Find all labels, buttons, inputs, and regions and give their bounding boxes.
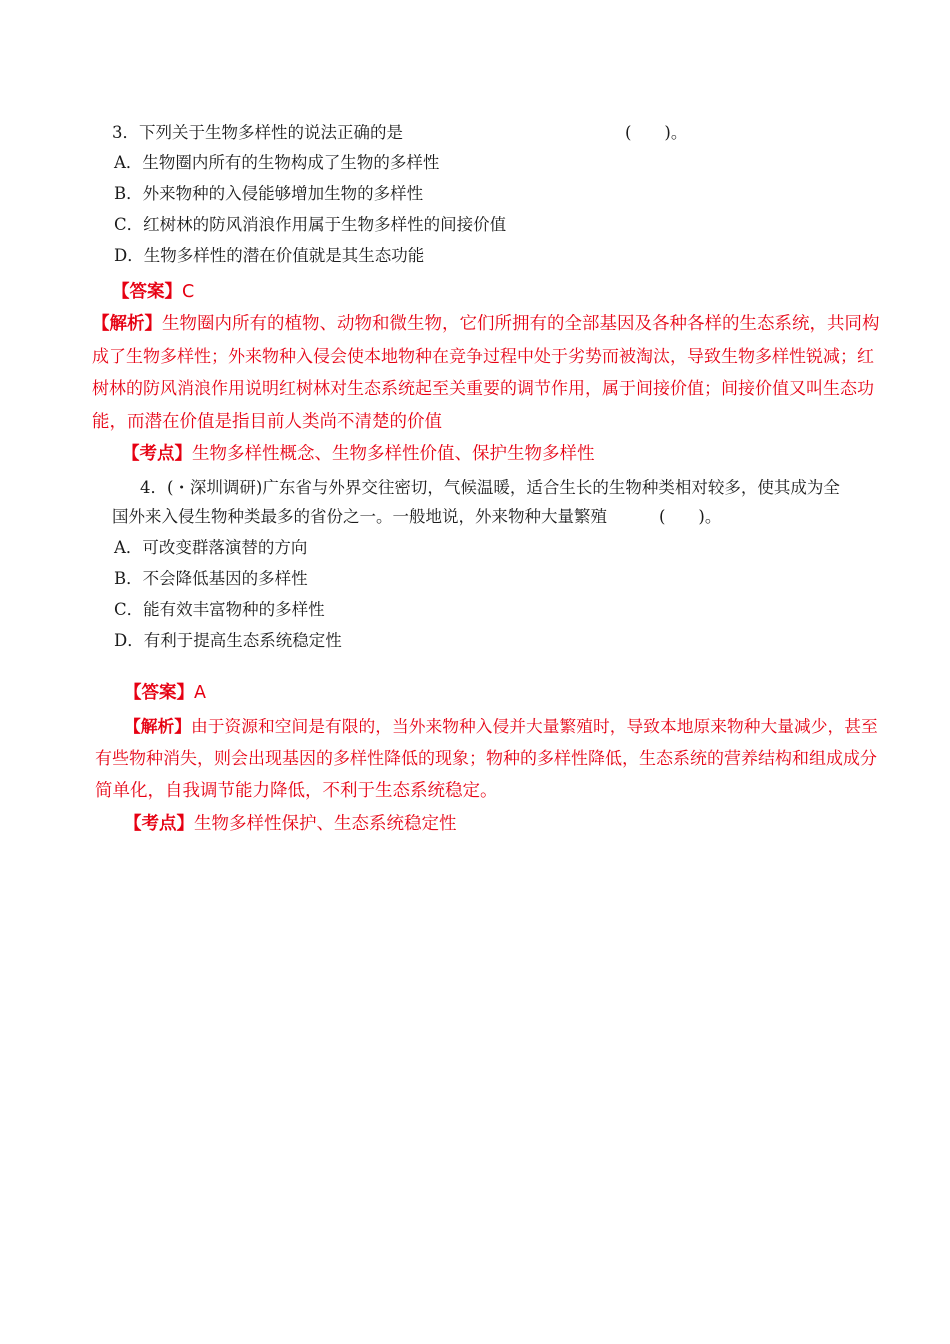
q4-answer-blank: ( )。 [659,507,722,526]
q4-analysis-line-1 [124,716,878,736]
q3-option-c: C．红树林的防风消浪作用属于生物多样性的间接价值 [114,215,507,234]
q3-analysis-line-2: 成了生物多样性；外来物种入侵会使本地物种在竞争过程中处于劣势而被淘汰，导致生物多样性锐减；红 [92,347,874,367]
q4-stem-line-1: 4．(・深圳调研)广东省与外界交往密切，气候温暖，适合生长的生物种类相对较多，使其成为全 [140,478,840,497]
q3-analysis-line-3: 树林的防风消浪作用说明红树林对生态系统起至关重要的调节作用，属于间接价值；间接价值又叫生态功 [92,379,874,399]
q4-option-c: C．能有效丰富物种的多样性 [114,600,325,619]
q4-point-tag: 【考点】 [124,814,194,834]
q4-analysis-line-3: 简单化，自我调节能力降低，不利于生态系统稳定。 [95,781,498,801]
q3-answer-value: C [182,282,195,302]
q3-analysis-line-4: 能，而潜在价值是指目前人类尚不清楚的价值 [92,412,442,432]
q4-point [124,814,457,834]
q3-option-d: D．生物多样性的潜在价值就是其生态功能 [114,246,425,265]
q3-point [122,444,595,464]
q4-option-a: A．可改变群落演替的方向 [114,538,308,557]
q4-answer-value: A [194,683,206,703]
q4-stem-line-2: 国外来入侵生物种类最多的省份之一。一般地说，外来物种大量繁殖 [112,507,607,526]
q4-point-text: 生物多样性保护、生态系统稳定性 [194,814,457,834]
q3-stem: 3．下列关于生物多样性的说法正确的是 [112,123,403,142]
q3-option-a: A．生物圈内所有的生物构成了生物的多样性 [114,153,440,172]
q4-analysis-text-1: 由于资源和空间是有限的，当外来物种入侵并大量繁殖时，导致本地原来物种大量减少，甚至 [191,716,878,736]
q3-answer-tag: 【答案】 [112,282,182,302]
q3-option-b: B．外来物种的入侵能够增加生物的多样性 [114,184,424,203]
q3-point-text: 生物多样性概念、生物多样性价值、保护生物多样性 [192,444,595,464]
q3-analysis-tag: 【解析】 [92,314,162,334]
q4-answer-tag: 【答案】 [124,683,194,703]
q3-point-tag: 【考点】 [122,444,192,464]
q4-option-b: B．不会降低基因的多样性 [114,569,308,588]
q3-answer-blank: ( )。 [625,123,688,142]
q4-option-d: D．有利于提高生态系统稳定性 [114,631,342,650]
q4-answer [124,683,206,703]
q4-analysis-line-2: 有些物种消失，则会出现基因的多样性降低的现象；物种的多样性降低，生态系统的营养结构和组成成分 [95,749,877,769]
q3-analysis-line-1 [92,314,880,334]
q4-analysis-tag: 【解析】 [124,716,192,736]
q3-analysis-text-1: 生物圈内所有的植物、动物和微生物，它们所拥有的全部基因及各种各样的生态系统，共同构 [162,314,880,334]
q3-answer [112,282,194,302]
